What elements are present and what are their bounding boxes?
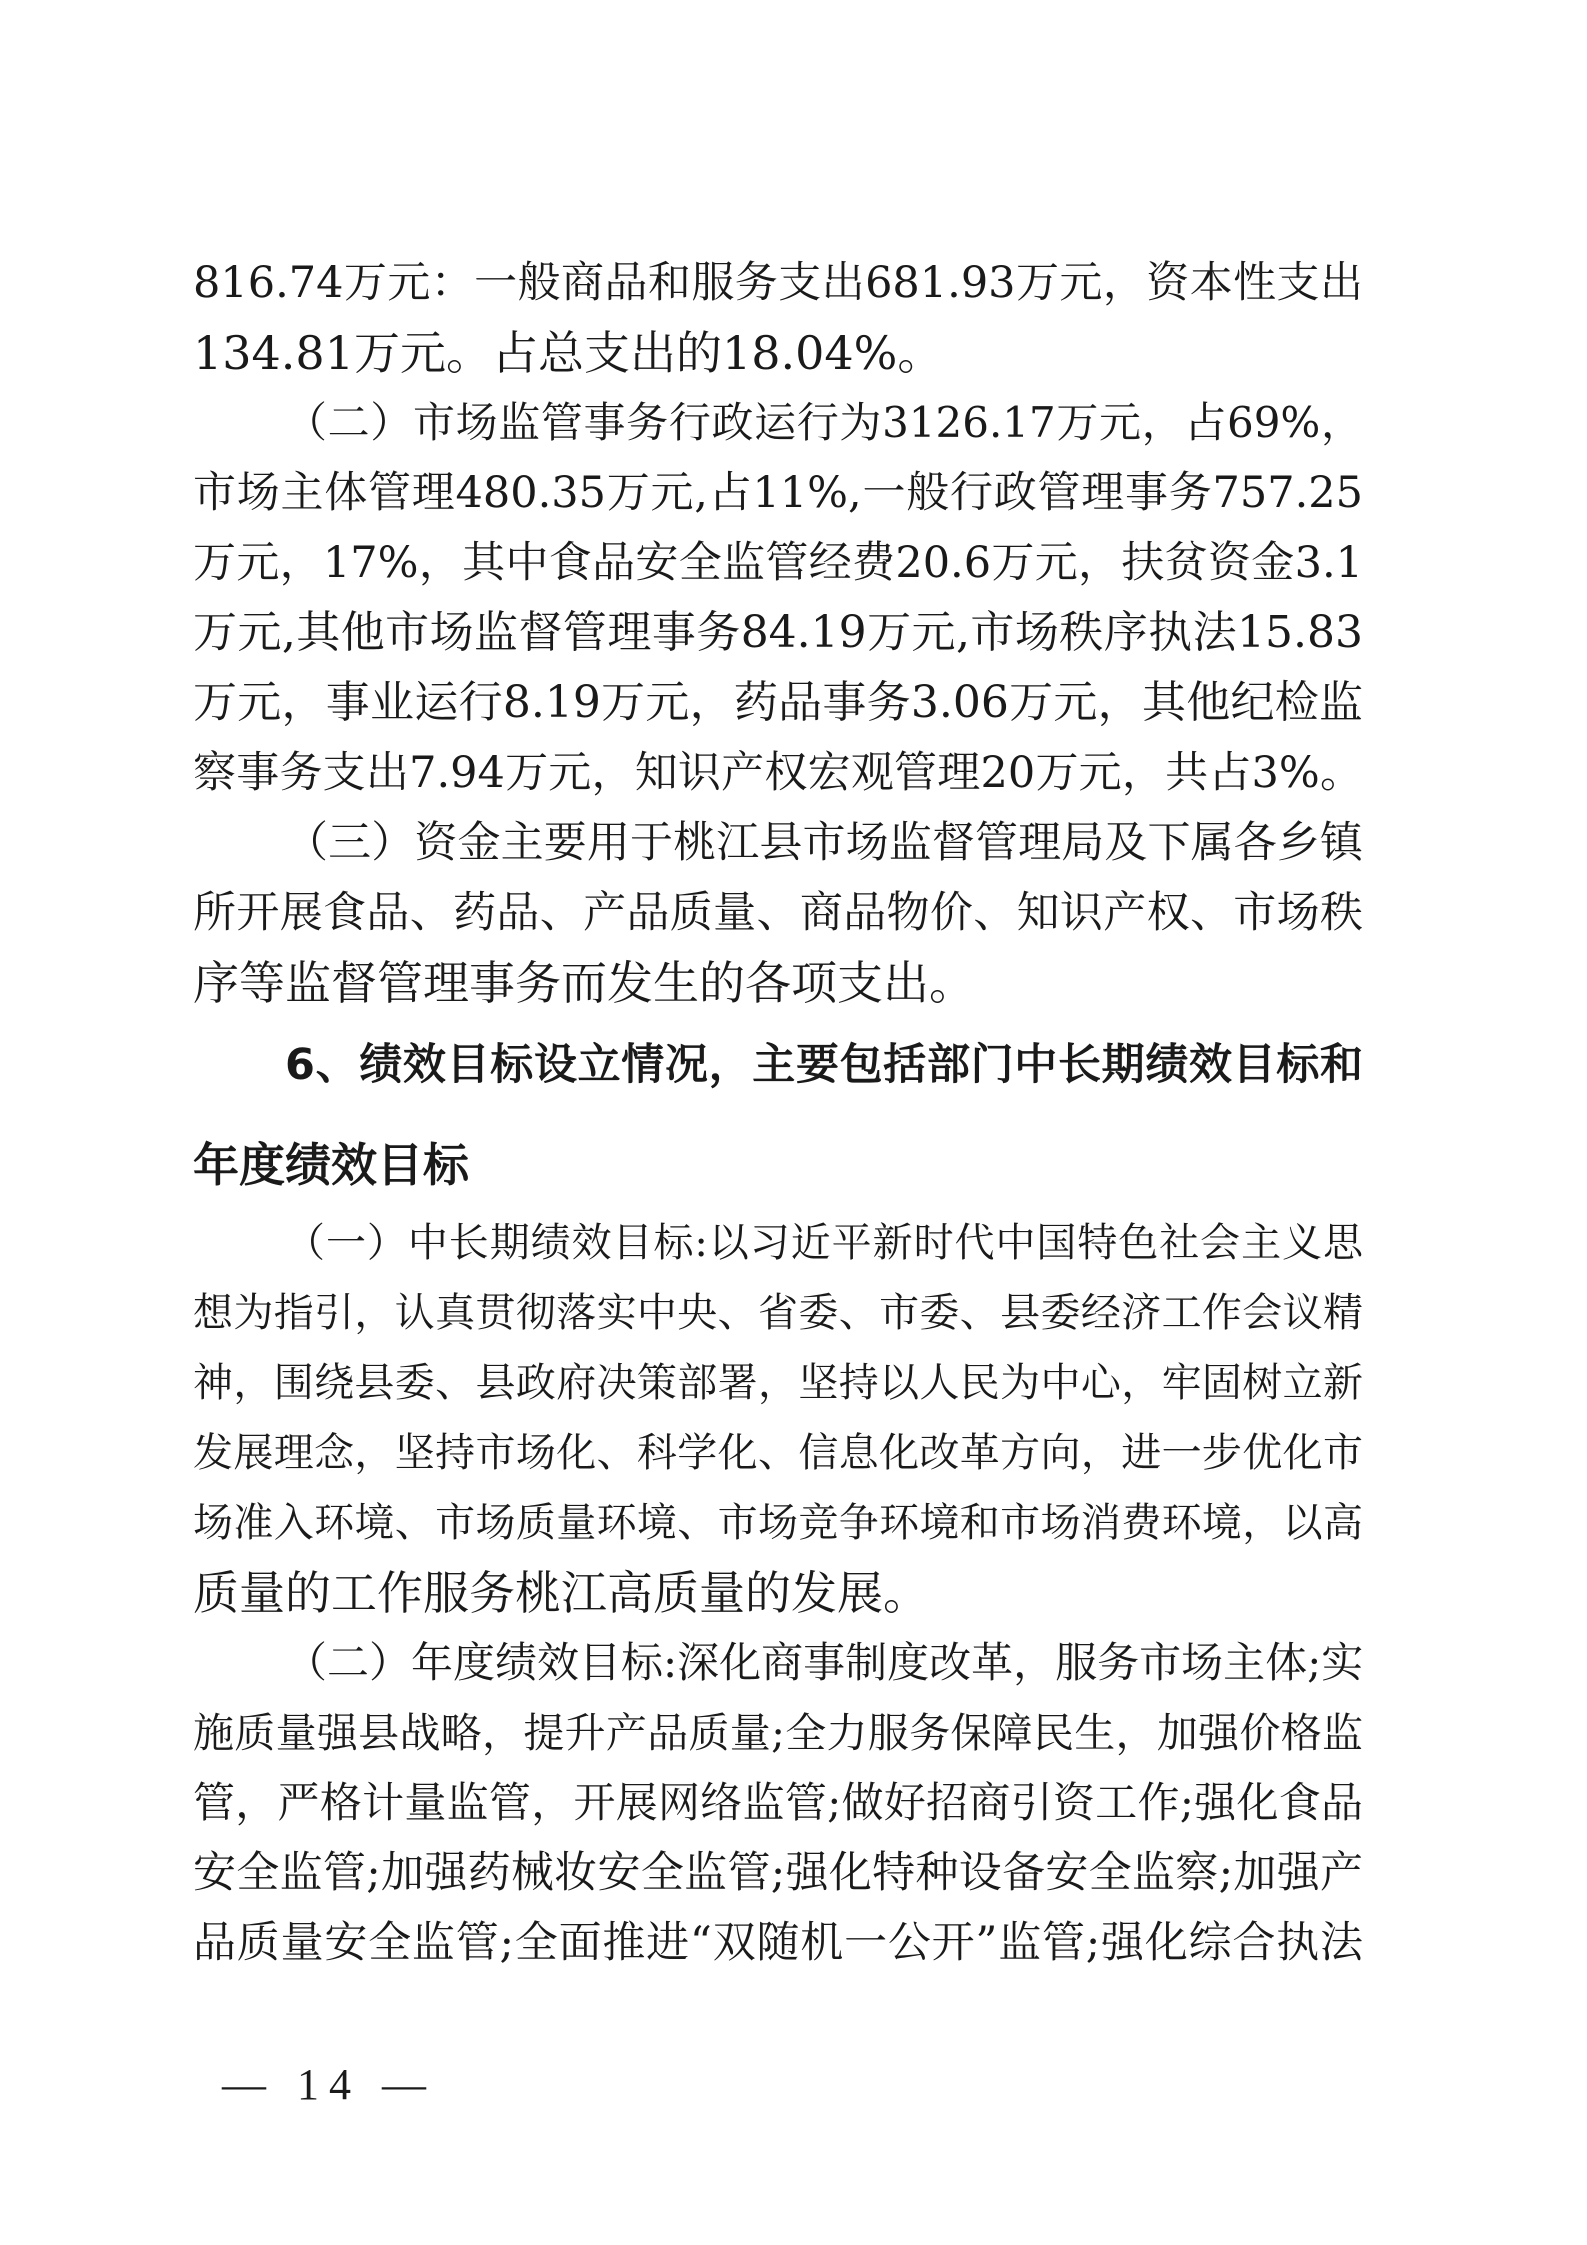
body-text-line: 序等监督管理事务而发生的各项支出。 bbox=[193, 956, 975, 1010]
body-text-line: 场准入环境、市场质量环境、市场竞争环境和市场消费环境，以高 bbox=[193, 1500, 1363, 1546]
body-text-line: 万元，17%，其中食品安全监管经费20.6万元，扶贫资金3.1 bbox=[193, 538, 1363, 588]
body-text-line: 万元,其他市场监督管理事务84.19万元,市场秩序执法15.83 bbox=[193, 607, 1363, 658]
paragraph-start-line: （二）市场监管事务行政运行为3126.17万元，占69%， bbox=[285, 398, 1363, 447]
body-text-line: 管，严格计量监管，开展网络监管;做好招商引资工作;强化食品 bbox=[193, 1778, 1363, 1827]
page-number: — 14 — bbox=[222, 2060, 436, 2109]
section-heading: 年度绩效目标 bbox=[193, 1138, 469, 1192]
body-text-line: 神，围绕县委、县政府决策部署，坚持以人民为中心，牢固树立新 bbox=[193, 1360, 1363, 1406]
paragraph-start-line: （二）年度绩效目标:深化商事制度改革，服务市场主体;实 bbox=[285, 1638, 1364, 1687]
body-text-line: 想为指引，认真贯彻落实中央、省委、市委、县委经济工作会议精 bbox=[193, 1290, 1363, 1336]
body-text-line: 品质量安全监管;全面推进“双随机一公开”监管;强化综合执法 bbox=[193, 1918, 1363, 1968]
paragraph-start-line: （一）中长期绩效目标:以习近平新时代中国特色社会主义思 bbox=[285, 1220, 1363, 1266]
body-text-line: 市场主体管理480.35万元,占11%,一般行政管理事务757.25 bbox=[193, 468, 1363, 518]
section-heading: 6、绩效目标设立情况，主要包括部门中长期绩效目标和 bbox=[285, 1040, 1363, 1090]
body-text-line: 质量的工作服务桃江高质量的发展。 bbox=[193, 1566, 929, 1620]
body-text-line: 134.81万元。占总支出的18.04%。 bbox=[193, 326, 944, 380]
paragraph-start-line: （三）资金主要用于桃江县市场监督管理局及下属各乡镇 bbox=[285, 818, 1363, 868]
body-text-line: 发展理念，坚持市场化、科学化、信息化改革方向，进一步优化市 bbox=[193, 1430, 1363, 1476]
body-text-line: 施质量强县战略，提升产品质量;全力服务保障民生，加强价格监 bbox=[193, 1709, 1363, 1757]
body-text-line: 察事务支出7.94万元，知识产权宏观管理20万元，共占3%。 bbox=[193, 748, 1363, 798]
body-text-line: 816.74万元：一般商品和服务支出681.93万元，资本性支出 bbox=[193, 258, 1363, 308]
body-text-line: 所开展食品、药品、产品质量、商品物价、知识产权、市场秩 bbox=[193, 888, 1363, 938]
body-text-line: 万元，事业运行8.19万元，药品事务3.06万元，其他纪检监 bbox=[193, 677, 1363, 728]
body-text-line: 安全监管;加强药械妆安全监管;强化特种设备安全监察;加强产 bbox=[193, 1848, 1363, 1898]
